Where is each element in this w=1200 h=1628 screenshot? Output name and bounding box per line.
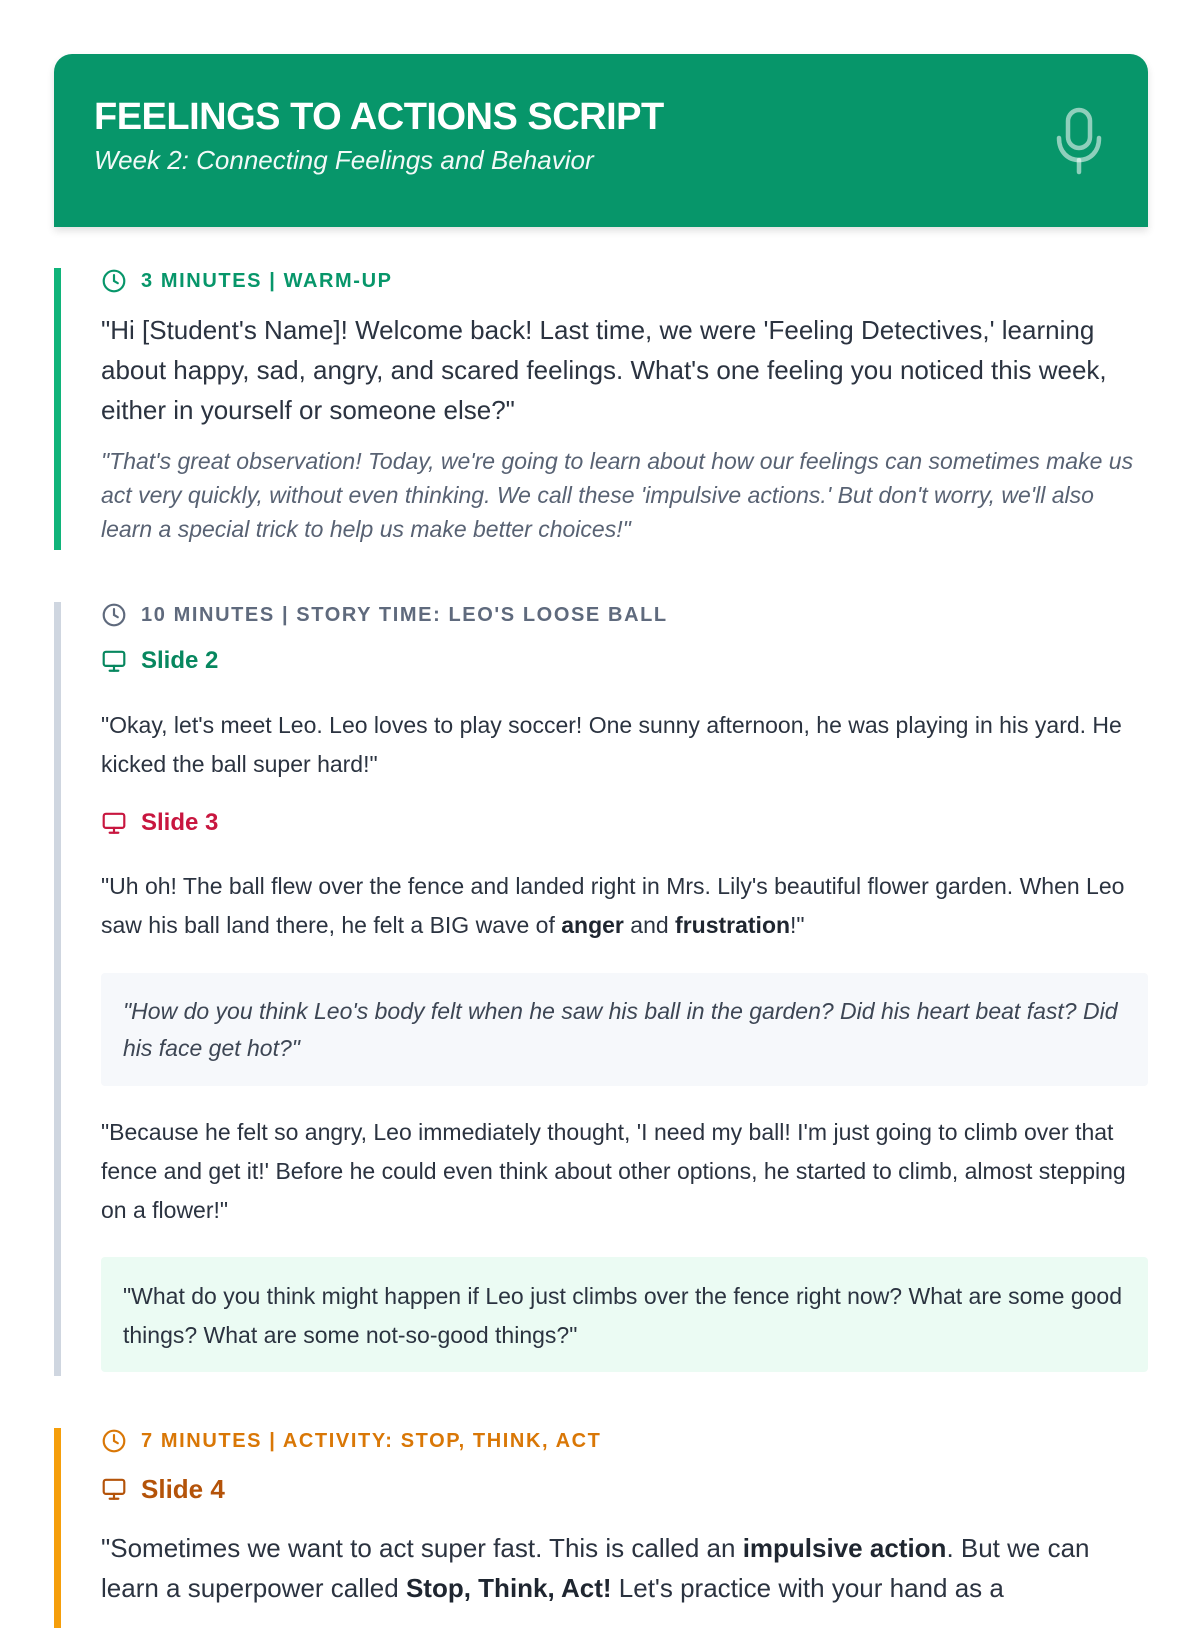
- slide-2-text: "Okay, let's meet Leo. Leo loves to play soccer! One sunny afternoon, he was playing in his yard. He kicked the ball super hard!": [101, 712, 1122, 777]
- activity-meta: [101, 1428, 1148, 1454]
- clock-icon: [101, 602, 127, 628]
- story-section: [54, 602, 1148, 1376]
- script-header: [54, 54, 1148, 227]
- story-meta: [101, 602, 1148, 628]
- emphasis-frustration: frustration: [675, 912, 791, 938]
- activity-section: [54, 1428, 1148, 1628]
- warmup-note-text: "That's great observation! Today, we're going to learn about how our feelings can sometimes make us act very quickly, without even thinking. We call these 'impulsive actions.' But don't worry, we'll also learn a special trick to help us make better choices!": [101, 448, 1134, 542]
- warmup-accent-bar: [54, 268, 61, 550]
- story-meta-text: 10 MINUTES | STORY TIME: LEO'S LOOSE BALL: [141, 604, 668, 626]
- activity-text-part: . But we can learn a superpower called: [101, 1533, 1090, 1603]
- slide-3-text-part: "Uh oh! The ball flew over the fence and landed right in Mrs. Lily's beautiful flower garden. When Leo saw his ball land there, he felt a BIG wave of: [101, 873, 1125, 938]
- story-paragraph: "Because he felt so angry, Leo immediately thought, 'I need my ball! I'm just going to climb over that fence and get it!' Before he could even think about other options, he started to climb, almost stepping on a flower!": [101, 1119, 1126, 1223]
- activity-text-part: "Sometimes we want to act super fast. This is called an: [101, 1533, 743, 1563]
- warmup-meta: [101, 268, 1148, 294]
- slide-3-text-part: !": [790, 912, 805, 938]
- activity-accent-bar: [54, 1428, 61, 1628]
- monitor-icon: [101, 648, 127, 674]
- activity-meta-text: 7 MINUTES | ACTIVITY: STOP, THINK, ACT: [141, 1430, 602, 1452]
- slide-2-marker: [101, 646, 1148, 676]
- clock-icon: [101, 1428, 127, 1454]
- prompt-question-box: "What do you think might happen if Leo just climbs over the fence right now? What are some good things? What are some not-so-good things?": [101, 1257, 1148, 1372]
- emphasis-stop-think-act: Stop, Think, Act!: [405, 1573, 612, 1603]
- slide-2-label: Slide 2: [141, 647, 219, 674]
- monitor-icon: [101, 1476, 127, 1502]
- page-title: FEELINGS TO ACTIONS SCRIPT: [94, 96, 664, 138]
- slide-3-text: [101, 867, 1148, 945]
- activity-text-part: Let's practice with your hand as a: [611, 1573, 1004, 1603]
- slide-3-label: Slide 3: [141, 809, 219, 836]
- slide-4-marker: [101, 1474, 1148, 1504]
- page-subtitle: Week 2: Connecting Feelings and Behavior: [94, 145, 594, 175]
- warmup-lead-text: "Hi [Student's Name]! Welcome back! Last time, we were 'Feeling Detectives,' learning about happy, sad, angry, and scared feelings. What's one feeling you noticed this week, either in yourself or someone else?": [101, 315, 1107, 425]
- slide-3-text-part: and: [623, 912, 676, 938]
- warmup-meta-text: 3 MINUTES | WARM-UP: [141, 270, 393, 292]
- emphasis-impulsive-action: impulsive action: [742, 1533, 947, 1563]
- activity-text: [101, 1528, 1148, 1608]
- microphone-icon: [1054, 106, 1104, 176]
- slide-3-marker: [101, 808, 1148, 838]
- warmup-section: [54, 268, 1148, 550]
- slide-4-label: Slide 4: [141, 1474, 225, 1504]
- discussion-question-box: "How do you think Leo's body felt when he saw his ball in the garden? Did his heart beat fast? Did his face get hot?": [101, 973, 1148, 1086]
- monitor-icon: [101, 810, 127, 836]
- emphasis-anger: anger: [561, 912, 624, 938]
- clock-icon: [101, 268, 127, 294]
- story-accent-bar: [54, 602, 61, 1376]
